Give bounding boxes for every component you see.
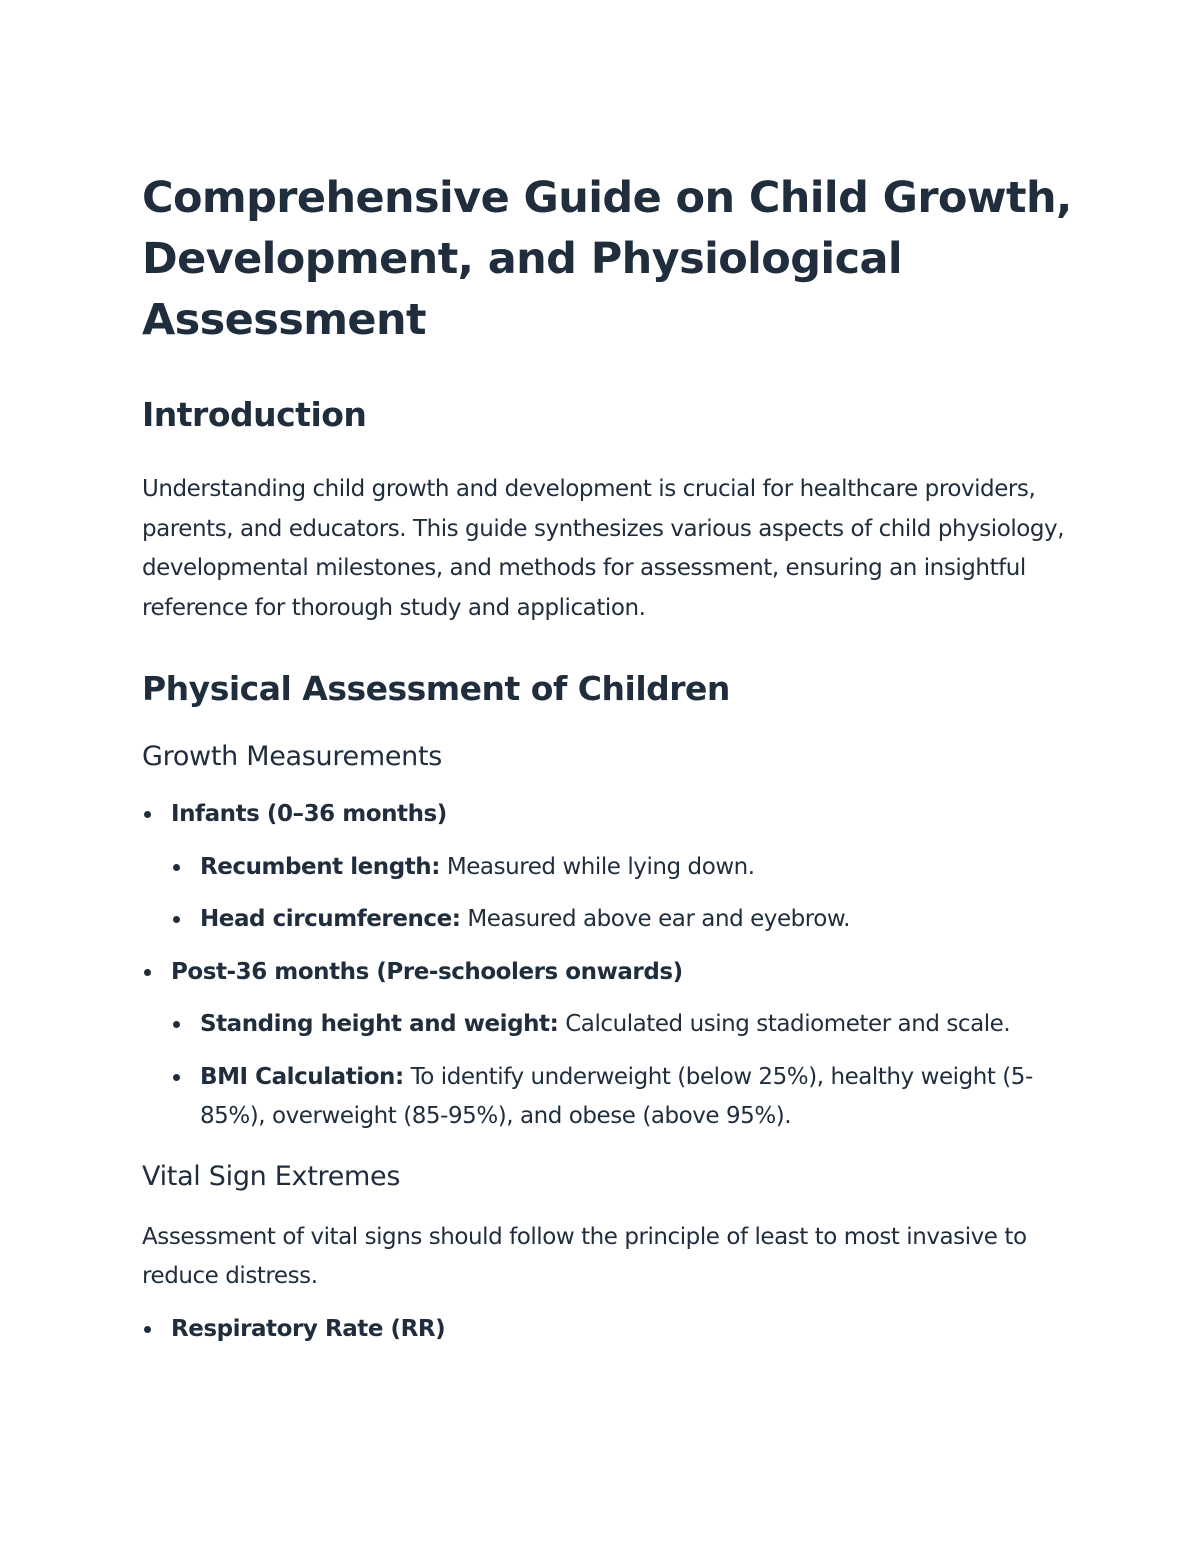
list-item (142, 848, 1072, 888)
growth-measurements-heading: Growth Measurements (142, 741, 443, 772)
introduction-paragraph: Understanding child growth and development is crucial for healthcare providers, parents, and educators. This guide synthesizes various aspects of child physiology, developmental milestones, and methods for assessment, ensuring an insightful reference for thorough study and application. (142, 476, 1065, 621)
infants-label: Infants (0–36 months) (171, 801, 447, 827)
list-item (142, 795, 1072, 835)
document-page (142, 168, 1072, 1349)
recumbent-length-text: Measured while lying down. (439, 853, 755, 880)
head-circumference-term: Head circumference: (200, 906, 461, 932)
list-item (142, 900, 1072, 940)
list-item (142, 1310, 1072, 1350)
post-36-sublist (142, 1058, 1072, 1137)
list-item (142, 1058, 1072, 1137)
recumbent-length-term: Recumbent length: (200, 853, 440, 880)
head-circumference-text: Measured above ear and eyebrow. (460, 906, 851, 932)
post-36-label: Post-36 months (Pre-schoolers onwards) (171, 958, 683, 985)
growth-measurements-list (142, 953, 1072, 993)
growth-measurements-list (142, 795, 1072, 835)
vital-signs-list (142, 1310, 1072, 1350)
respiratory-rate-label: Respiratory Rate (RR) (171, 1315, 446, 1342)
bmi-calculation-text: To identify underweight (below 25%), healthy weight (5-85%), overweight (85-95%), and obese (above 95%). (200, 1063, 1033, 1129)
standing-height-text: Calculated using stadiometer and scale. (558, 1011, 1011, 1037)
infants-sublist (142, 900, 1072, 940)
document-title: Comprehensive Guide on Child Growth, Development, and Physiological Assessment (142, 173, 1072, 345)
physical-assessment-heading: Physical Assessment of Children (142, 669, 730, 708)
post-36-sublist (142, 1005, 1072, 1045)
infants-sublist (142, 848, 1072, 888)
standing-height-term: Standing height and weight: (200, 1011, 559, 1037)
list-item (142, 1005, 1072, 1045)
vital-sign-paragraph: Assessment of vital signs should follow the principle of least to most invasive to reduce distress. (142, 1223, 1027, 1289)
list-item (142, 953, 1072, 993)
vital-sign-extremes-heading: Vital Sign Extremes (142, 1160, 401, 1192)
bmi-calculation-term: BMI Calculation: (200, 1063, 404, 1090)
introduction-heading: Introduction (142, 395, 367, 434)
